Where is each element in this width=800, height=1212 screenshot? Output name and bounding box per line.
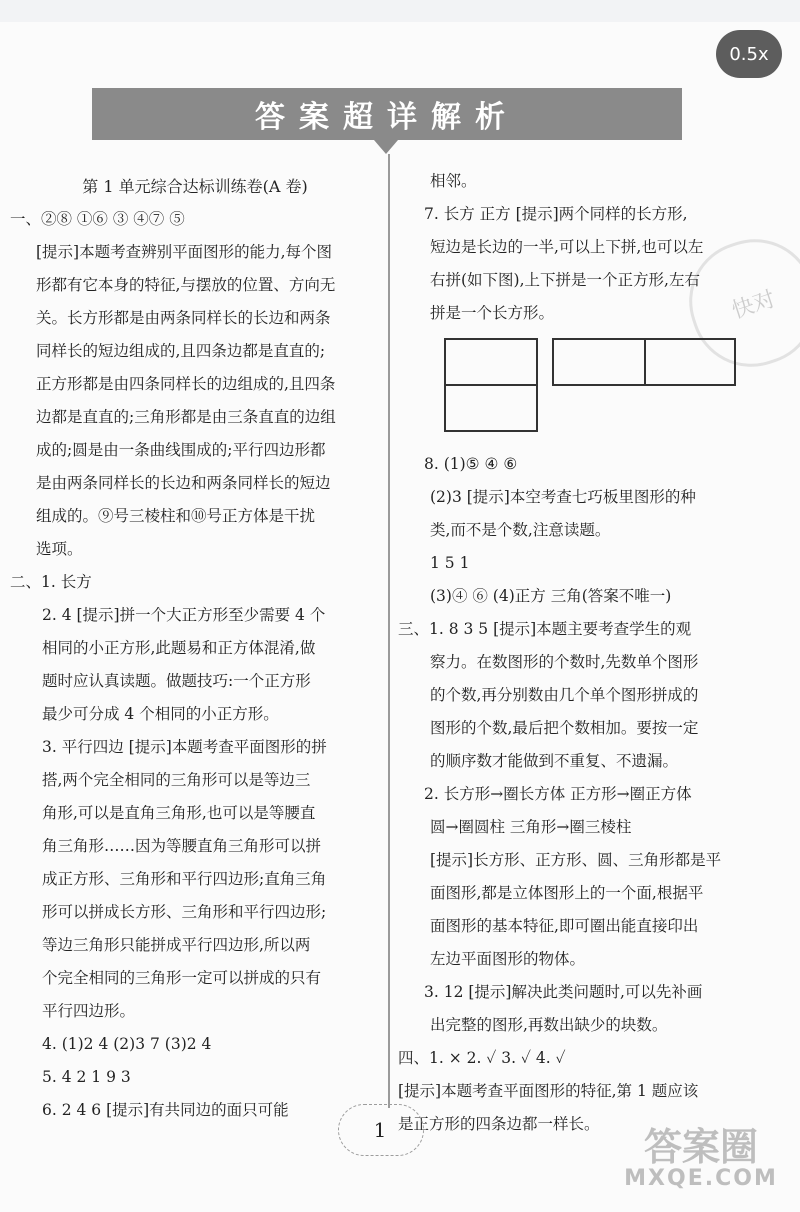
answer-line: 7. 长方 正方 [提示]两个同样的长方形, xyxy=(424,205,688,223)
answer-line: 选项。 xyxy=(36,540,83,558)
answer-line: 是由两条同样长的长边和两条同样长的短边 xyxy=(36,474,331,492)
watermark-logo xyxy=(616,1125,786,1198)
answer-line: 4. (1)2 4 (2)3 7 (3)2 4 xyxy=(42,1035,212,1053)
answer-line: 左边平面图形的物体。 xyxy=(430,950,586,968)
zoom-level-badge[interactable]: 0.5x xyxy=(716,30,782,78)
answer-line: (2)3 [提示]本空考查七巧板里图形的种 xyxy=(430,488,696,506)
answer-line: 等边三角形只能拼成平行四边形,所以两 xyxy=(42,936,311,954)
answer-line: 6. 2 4 6 [提示]有共同边的面只可能 xyxy=(42,1101,289,1119)
column-divider xyxy=(388,154,390,1108)
banner-title: 答案超详解析 xyxy=(255,100,519,135)
answer-line: 四、1. × 2. ✓ 3. ✓ 4. ✓ xyxy=(398,1049,566,1067)
answer-line: 个完全相同的三角形一定可以拼成的只有 xyxy=(42,969,322,987)
stacked-rect-top xyxy=(444,338,538,386)
answer-line: 平行四边形。 xyxy=(42,1002,136,1020)
answer-line: 8. (1)⑤ ④ ⑥ xyxy=(424,455,518,473)
watermark-stamp: 快对 xyxy=(674,224,800,383)
answer-line: 是正方形的四条边都一样长。 xyxy=(398,1115,600,1133)
watermark-brand: 答案圈 xyxy=(643,1125,758,1169)
answer-line: 图形的个数,最后把个数相加。要按一定 xyxy=(430,719,699,737)
page-number: 1 xyxy=(373,1118,387,1142)
answer-line: 相邻。 xyxy=(430,172,477,190)
answer-line: 角形,可以是直角三角形,也可以是等腰直 xyxy=(42,804,316,822)
answer-line: 形可以拼成长方形、三角形和平行四边形; xyxy=(42,903,327,921)
left-column xyxy=(10,170,380,1127)
answer-line: 面图形的基本特征,即可圈出能直接印出 xyxy=(430,917,699,935)
answer-line: 右拼(如下图),上下拼是一个正方形,左右 xyxy=(430,271,700,289)
answer-line: 的顺序数才能做到不重复、不遗漏。 xyxy=(430,752,679,770)
side-rect-left xyxy=(552,338,646,386)
answer-line: (3)④ ⑥ (4)正方 三角(答案不唯一) xyxy=(430,587,672,605)
answer-line: [提示]本题考查平面图形的特征,第 1 题应该 xyxy=(398,1082,699,1100)
answer-line: 形都有它本身的特征,与摆放的位置、方向无 xyxy=(36,276,336,294)
watermark-site: MXQE.COM xyxy=(624,1166,778,1191)
answer-line: 搭,两个完全相同的三角形可以是等边三 xyxy=(42,771,311,789)
unit-title: 第 1 单元综合达标训练卷(A 卷) xyxy=(82,177,308,196)
answer-line: 边都是直直的;三角形都是由三条直直的边组 xyxy=(36,408,336,426)
answer-line: 5. 4 2 1 9 3 xyxy=(42,1068,131,1086)
answer-line: 组成的。⑨号三棱柱和⑩号正方体是干扰 xyxy=(36,507,316,525)
answer-line: 2. 长方形→圈长方体 正方形→圈正方体 xyxy=(424,785,692,803)
answer-line: [提示]本题考查辨别平面图形的能力,每个图 xyxy=(36,243,333,261)
answer-line: 的个数,再分别数由几个单个图形拼成的 xyxy=(430,686,699,704)
answer-line: 正方形都是由四条同样长的边组成的,且四条 xyxy=(36,375,336,393)
answer-line: 短边是长边的一半,可以上下拼,也可以左 xyxy=(430,238,704,256)
answer-line: 角三角形……因为等腰直角三角形可以拼 xyxy=(42,837,322,855)
answer-line: 圆→圈圆柱 三角形→圈三棱柱 xyxy=(430,818,632,836)
answer-line: 最少可分成 4 个相同的小正方形。 xyxy=(42,705,279,723)
answer-line: 3. 平行四边 [提示]本题考查平面图形的拼 xyxy=(42,738,327,756)
answer-line: 成的;圆是由一条曲线围成的;平行四边形都 xyxy=(36,441,326,459)
answer-line: 拼是一个长方形。 xyxy=(430,304,555,322)
answer-line: 一、②⑧ ①⑥ ③ ④⑦ ⑤ xyxy=(10,210,185,228)
answer-line: 1 5 1 xyxy=(430,554,470,572)
answer-line: 出完整的图形,再数出缺少的块数。 xyxy=(430,1016,668,1034)
answer-line: 察力。在数图形的个数时,先数单个图形 xyxy=(430,653,699,671)
banner-pointer xyxy=(374,140,398,154)
viewer-top-bar xyxy=(0,0,800,22)
page-banner xyxy=(92,88,682,140)
answer-line: 关。长方形都是由两条同样长的长边和两条 xyxy=(36,309,331,327)
right-column xyxy=(398,165,773,1141)
answer-line: 二、1. 长方 xyxy=(10,573,92,591)
answer-line: 2. 4 [提示]拼一个大正方形至少需要 4 个 xyxy=(42,606,326,624)
answer-line: 面图形,都是立体图形上的一个面,根据平 xyxy=(430,884,704,902)
answer-line: 成正方形、三角形和平行四边形;直角三角 xyxy=(42,870,327,888)
answer-line: 相同的小正方形,此题易和正方体混淆,做 xyxy=(42,639,316,657)
answer-line: 三、1. 8 3 5 [提示]本题主要考查学生的观 xyxy=(398,620,692,638)
side-rect-right xyxy=(644,338,736,386)
answer-line: 题时应认真读题。做题技巧:一个正方形 xyxy=(42,672,311,690)
rectangle-figures xyxy=(398,338,773,442)
answer-line: 3. 12 [提示]解决此类问题时,可以先补画 xyxy=(424,983,703,1001)
answer-line: [提示]长方形、正方形、圆、三角形都是平 xyxy=(430,851,722,869)
answer-line: 同样长的短边组成的,且四条边都是直直的; xyxy=(36,342,326,360)
answer-line: 类,而不是个数,注意读题。 xyxy=(430,521,611,539)
stacked-rect-bottom xyxy=(444,384,538,432)
